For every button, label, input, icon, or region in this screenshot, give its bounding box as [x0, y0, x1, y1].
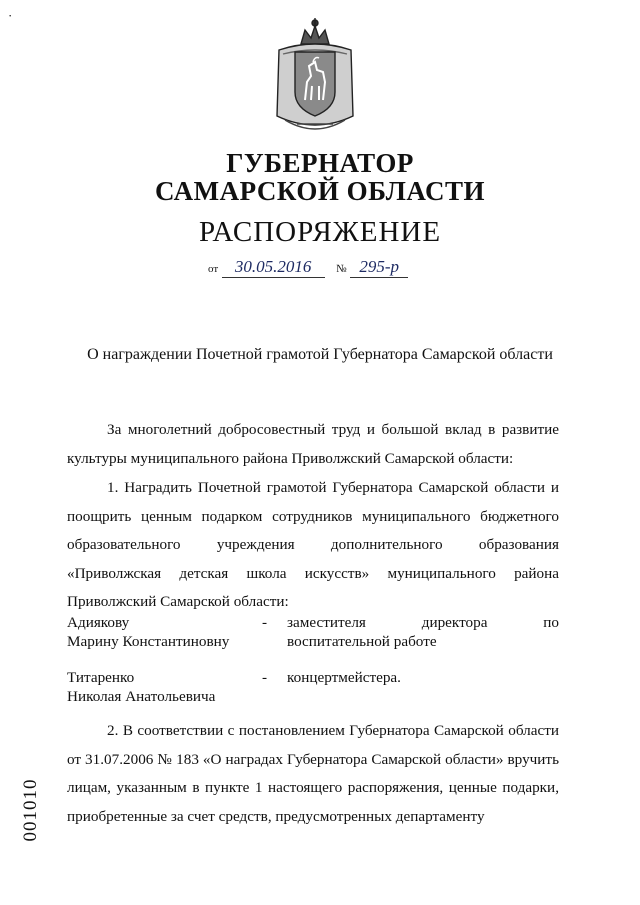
item-1-paragraph: 1. Наградить Почетной грамотой Губернатора Самарской области и поощрить ценным подарком сотрудников муниципального бюджетного образовательного учреждения дополнительного образования «Приволжская детская школа искусств» муниципального района Приволжский Самарской области:	[67, 479, 559, 610]
awardee-position: заместителя директора по воспитательной работе	[287, 614, 559, 650]
date-label: от	[208, 263, 219, 275]
document-subject: О награждении Почетной грамотой Губернатора Самарской области	[87, 346, 553, 363]
awardee-surname: Адиякову	[67, 614, 130, 631]
handwritten-date: 30.05.2016	[222, 257, 325, 278]
awardee-position: концертмейстера.	[287, 669, 401, 686]
corner-speck: ·	[8, 8, 13, 23]
coat-of-arms-emblem	[271, 16, 359, 138]
handwritten-number: 295-р	[350, 257, 408, 278]
stamp-number: 001010	[20, 778, 41, 842]
side-registration-stamp	[16, 760, 46, 860]
intro-paragraph: За многолетний добросовестный труд и большой вклад в развитие культуры муниципального района Приволжский Самарской области:	[67, 421, 559, 467]
awardee-surname: Титаренко	[67, 669, 135, 686]
awardee-dash: -	[262, 669, 268, 686]
document-type-title: РАСПОРЯЖЕНИЕ	[198, 216, 442, 248]
awardee-given-names: Марину Константиновну	[67, 633, 230, 650]
awardee-dash: -	[262, 614, 268, 631]
date-number-line	[208, 257, 408, 278]
header-governor-title: ГУБЕРНАТОР	[226, 148, 414, 178]
number-label: №	[336, 263, 347, 275]
header-region-title: САМАРСКОЙ ОБЛАСТИ	[154, 176, 486, 206]
awardee-name	[67, 668, 257, 706]
item-2-paragraph: 2. В соответствии с постановлением Губернатора Самарской области от 31.07.2006 № 183 «О наградах Губернатора Самарской области» вручить лицам, указанным в пункте 1 настоящего распоряжения, ценные подарки, приобретенные за счет средств, предусмотренных департаменту	[67, 722, 559, 825]
awardee-name	[67, 613, 257, 651]
awardee-given-names: Николая Анатольевича	[67, 688, 216, 705]
